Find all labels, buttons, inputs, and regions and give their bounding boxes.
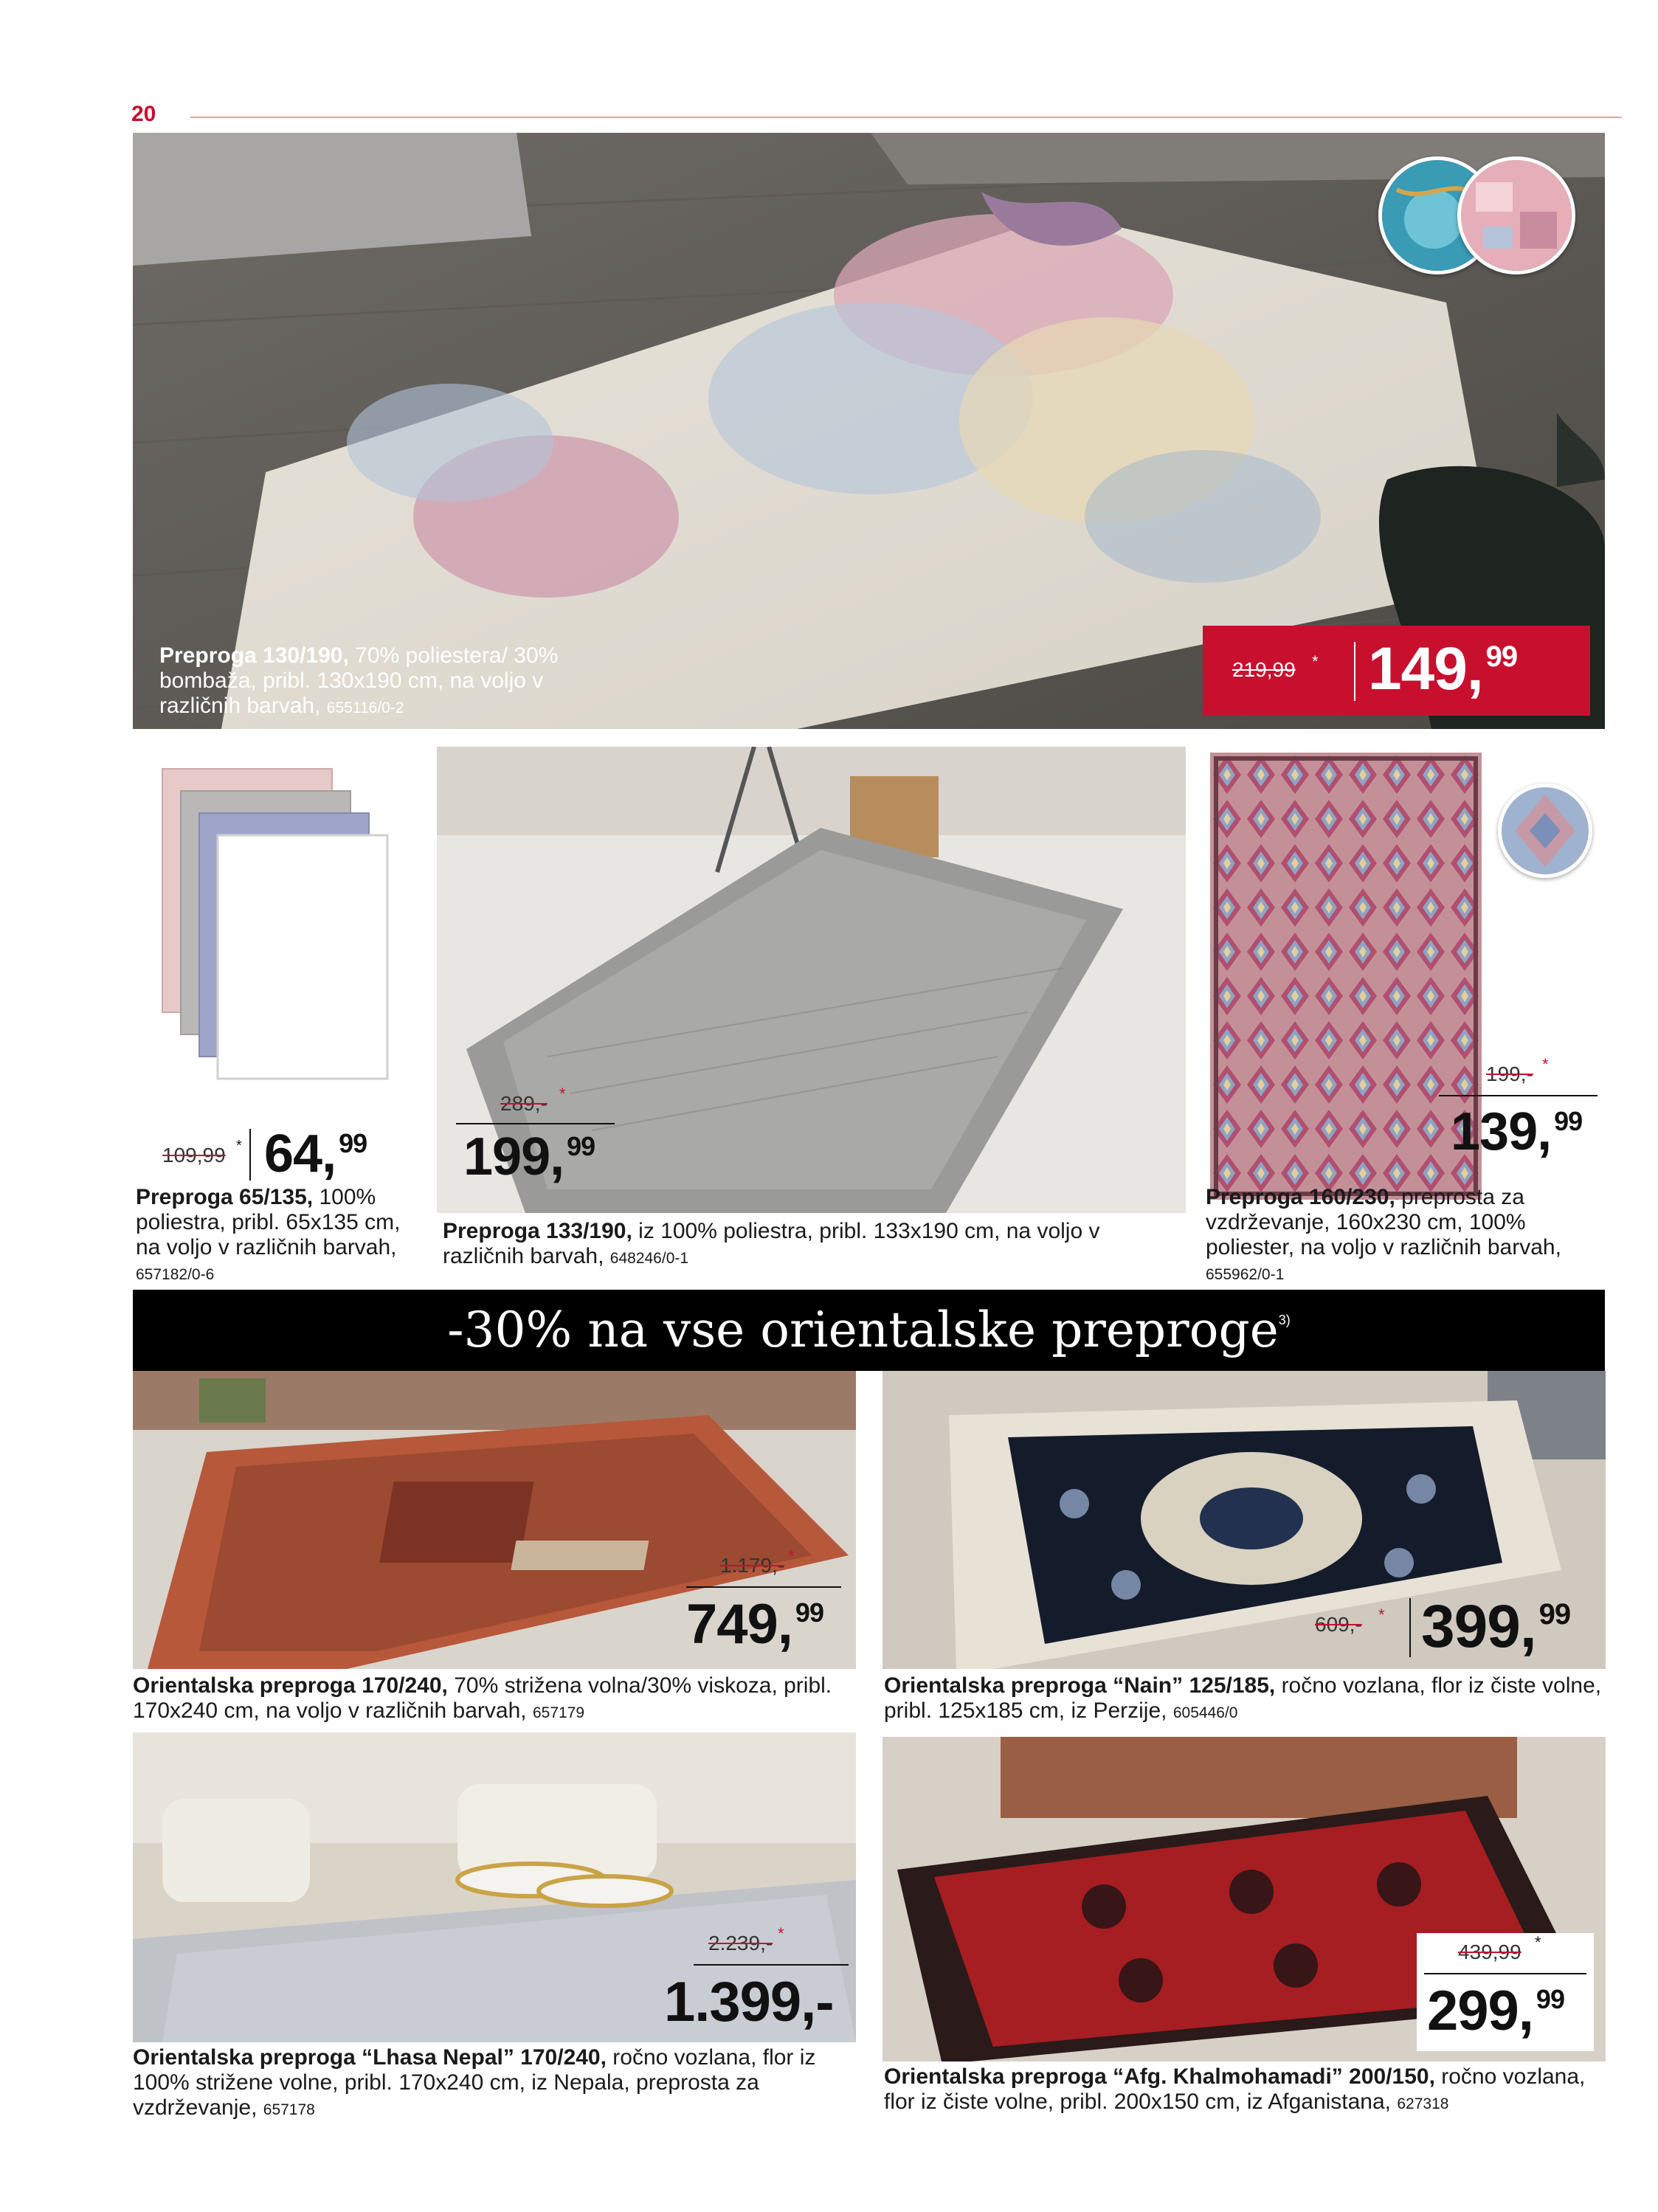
price-main: 199, [463, 1127, 564, 1186]
product-desc: preprosta za vzdrževanje, 160x230 cm, 100% poliester, na voljo v različnih barvah, [1206, 1185, 1561, 1259]
product-name: Orientalska preproga “Afg. Khalmohamadi” 200/150, [884, 2064, 1435, 2089]
price-main: 749, [686, 1593, 792, 1656]
banner-text: -30% na vse orientalske preproge [447, 1302, 1279, 1358]
old-price-mark: * [1535, 1933, 1541, 1952]
current-price [664, 1971, 837, 2033]
old-price: 219,99 [1232, 658, 1296, 681]
price-main: 64, [264, 1124, 336, 1183]
old-price: 609,- [1315, 1613, 1362, 1636]
price-rule [456, 1123, 615, 1124]
small-65-price [162, 1121, 406, 1195]
product-code: 655116/0-2 [326, 699, 404, 716]
old-price-mark: * [1542, 1055, 1549, 1074]
product-desc: 100% poliestra, pribl. 65x135 cm, na voljo v različnih barvah, [136, 1185, 401, 1259]
product-name: Orientalska preproga “Lhasa Nepal” 170/240, [133, 2045, 607, 2070]
old-price-mark: * [788, 1546, 795, 1565]
hero-price-box [1203, 626, 1590, 716]
old-price: 109,99 [162, 1144, 226, 1167]
header-rule [190, 117, 1622, 118]
price-main: 399, [1421, 1593, 1536, 1660]
price-cents: 99 [1538, 1598, 1571, 1631]
product-code: 657179 [532, 1704, 585, 1721]
price-cents: 99 [1485, 640, 1518, 673]
current-price [264, 1124, 367, 1183]
afg-price [1417, 1933, 1594, 2051]
promo-banner [133, 1290, 1605, 1371]
price-rule [694, 1964, 849, 1966]
price-rule [1424, 1973, 1586, 1974]
old-price: 1.179,- [720, 1554, 785, 1577]
gabbeh-price [679, 1548, 856, 1666]
price-cents: 99 [339, 1128, 367, 1158]
price-main: 139, [1451, 1102, 1552, 1161]
kilim-160-caption [1206, 1185, 1604, 1288]
product-desc: ročno vozlana, flor iz 100% strižene volne, pribl. 170x240 cm, iz Nepala, preprosta za vzdrževanje, [133, 2045, 816, 2120]
product-code: 657182/0-6 [136, 1266, 215, 1283]
price-main: 299, [1427, 1980, 1533, 2042]
product-code: 605446/0 [1172, 1704, 1238, 1721]
product-name: Preproga 65/135, [136, 1185, 314, 1209]
product-name: Orientalska preproga 170/240, [133, 1673, 448, 1698]
gabbeh-caption [133, 1673, 856, 1726]
product-desc: ročno vozlana, flor iz čiste volne, pribl. 125x185 cm, iz Perzije, [884, 1673, 1602, 1723]
price-cents: 99 [795, 1597, 823, 1628]
price-main: 149, [1368, 635, 1483, 702]
price-rule [686, 1586, 841, 1588]
product-desc: 70% strižena volna/30% viskoza, pribl. 170x240 cm, na voljo v različnih barvah, [133, 1673, 832, 1723]
grey-133-caption [443, 1219, 1173, 1271]
price-main: 1.399,- [664, 1971, 834, 2033]
stacked-rugs-photo [133, 747, 413, 1093]
old-price: 199,- [1486, 1062, 1533, 1085]
old-price-mark: * [236, 1138, 242, 1154]
product-code: 657178 [263, 2101, 315, 2118]
banner-footnote: 3) [1278, 1313, 1291, 1327]
nain-price [1310, 1586, 1606, 1667]
nain-caption [884, 1673, 1607, 1726]
color-swatch-kilim [1498, 784, 1592, 878]
product-code: 655962/0-1 [1206, 1266, 1285, 1283]
page-number: 20 [131, 102, 156, 126]
price-divider [1409, 1598, 1411, 1657]
product-desc: iz 100% poliestra, pribl. 133x190 cm, na voljo v različnih barvah, [443, 1219, 1100, 1268]
product-desc: 70% poliestera/ 30% bombaža, pribl. 130x190 cm, na voljo v različnih barvah, [159, 643, 559, 718]
product-name: Orientalska preproga “Nain” 125/185, [884, 1673, 1276, 1698]
price-cents: 99 [1536, 1984, 1564, 2014]
small-65-caption [136, 1185, 431, 1288]
product-code: 627318 [1397, 2095, 1449, 2112]
lhasa-caption [133, 2045, 856, 2123]
price-divider [1354, 642, 1355, 701]
price-divider [249, 1129, 251, 1181]
lhasa-price [657, 1924, 856, 2042]
current-price [1421, 1593, 1571, 1660]
price-rule [1439, 1095, 1597, 1096]
grey-133-price [456, 1085, 655, 1195]
current-price [463, 1127, 595, 1186]
product-desc: ročno vozlana, flor iz čiste volne, pribl. 200x150 cm, iz Afganistana, [884, 2064, 1586, 2114]
current-price [686, 1593, 823, 1656]
kilim-160-price [1439, 1055, 1597, 1173]
old-price: 2.239,- [708, 1932, 773, 1954]
current-price [1427, 1980, 1564, 2042]
old-price-mark: * [1312, 652, 1319, 671]
current-price [1368, 635, 1518, 702]
product-name: Preproga 160/230, [1206, 1185, 1395, 1209]
old-price-mark: * [1378, 1606, 1385, 1624]
old-price: 289,- [500, 1092, 548, 1115]
old-price-mark: * [778, 1924, 784, 1943]
product-name: Preproga 130/190, [159, 643, 349, 668]
price-cents: 99 [1554, 1106, 1583, 1136]
current-price [1451, 1102, 1583, 1161]
old-price-mark: * [559, 1085, 566, 1103]
price-cents: 99 [567, 1131, 595, 1161]
old-price: 439,99 [1458, 1940, 1521, 1963]
hero-caption [159, 643, 573, 721]
color-swatch-pink [1457, 156, 1575, 274]
product-name: Preproga 133/190, [443, 1219, 632, 1243]
afg-caption [884, 2064, 1607, 2117]
product-code: 648246/0-1 [609, 1250, 689, 1267]
